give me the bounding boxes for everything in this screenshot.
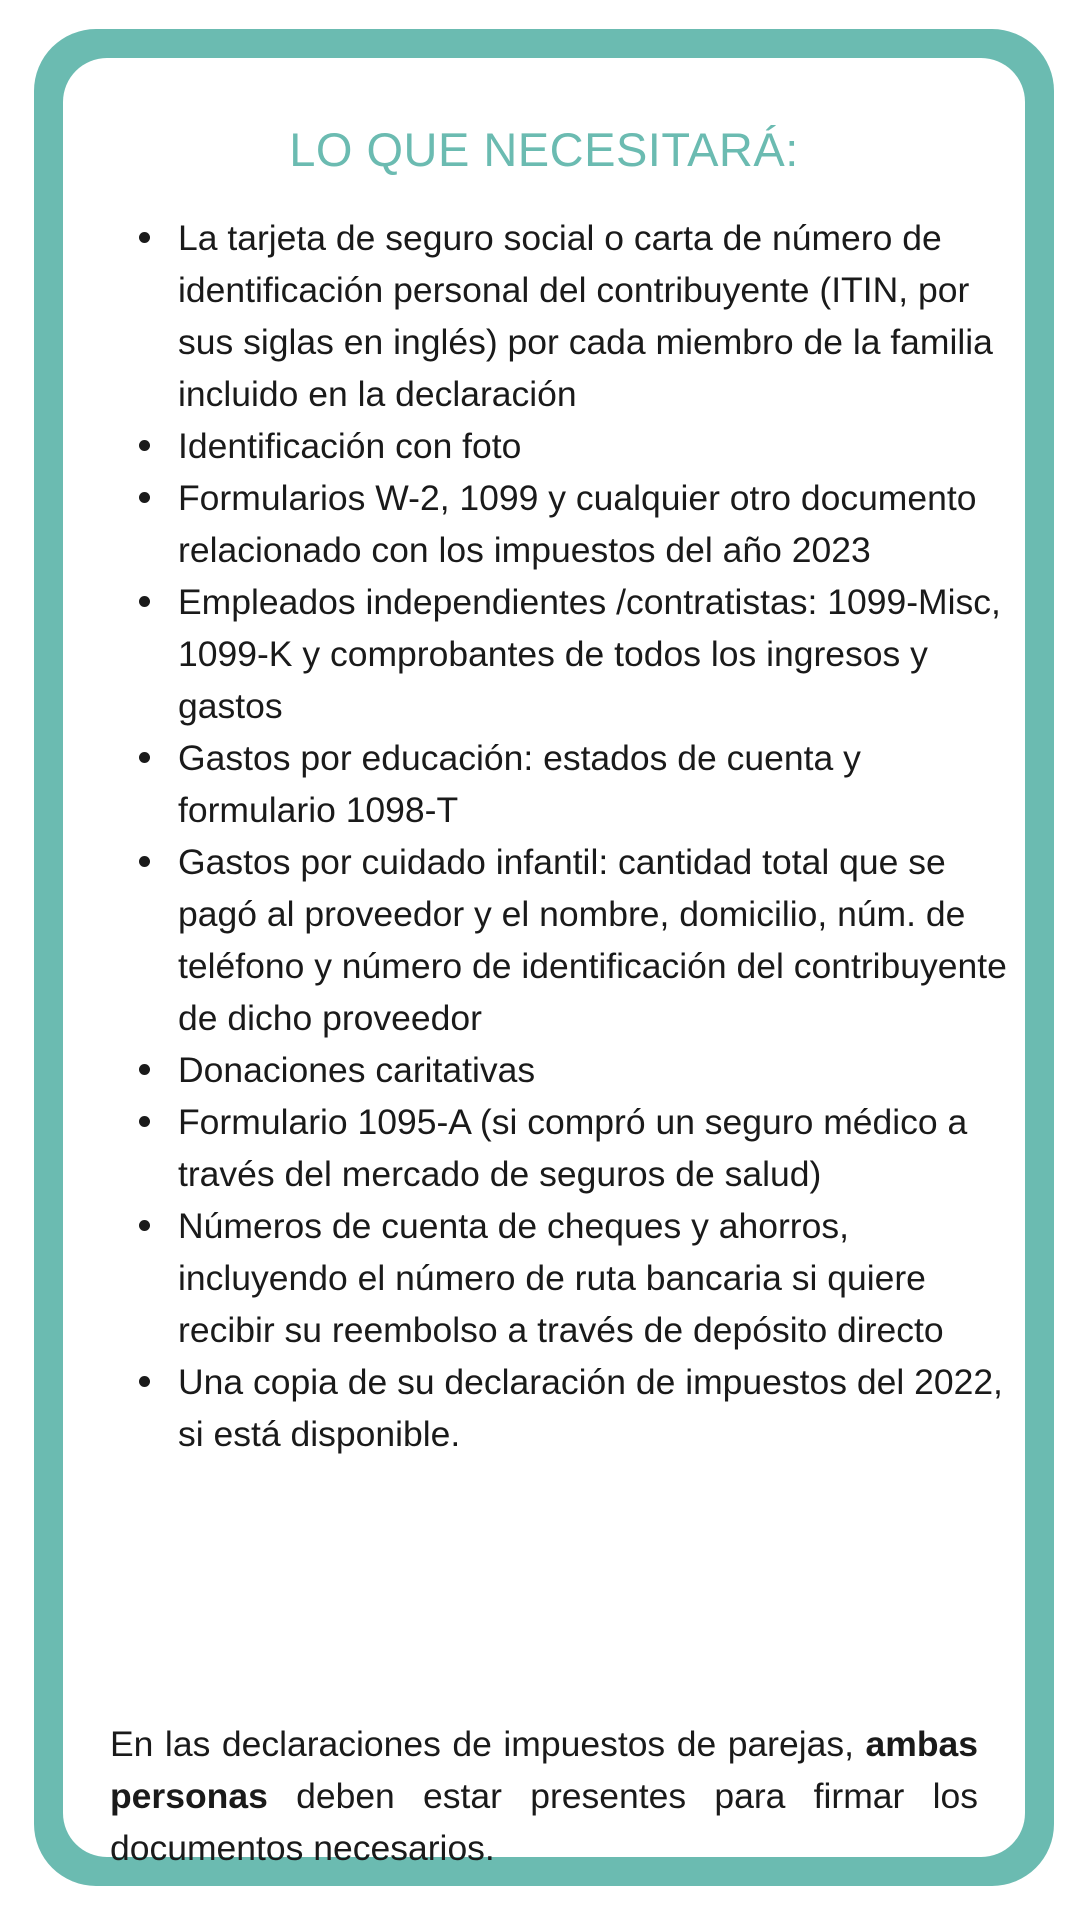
- list-item-text: Gastos por educación: estados de cuenta y formulario 1098-T: [178, 738, 861, 830]
- bullet-icon: [139, 1116, 150, 1127]
- bullet-icon: [139, 752, 150, 763]
- list-item: [145, 212, 1015, 420]
- bullet-icon: [139, 1220, 150, 1231]
- list-item-text: Donaciones caritativas: [178, 1050, 536, 1090]
- list-item-text: Números de cuenta de cheques y ahorros, incluyendo el número de ruta bancaria si quiere recibir su reembolso a través de depósito directo: [178, 1206, 944, 1350]
- list-item-text: Identificación con foto: [178, 426, 522, 466]
- list-item: [145, 1200, 1015, 1356]
- bullet-icon: [139, 1064, 150, 1075]
- list-item-text: Una copia de su declaración de impuestos del 2022, si está disponible.: [178, 1362, 1003, 1454]
- bullet-icon: [139, 1376, 150, 1387]
- list-item-text: Formulario 1095-A (si compró un seguro médico a través del mercado de seguros de salud): [178, 1102, 968, 1194]
- note-text-bold: ambas personas: [110, 1724, 978, 1816]
- bullet-icon: [139, 856, 150, 867]
- page-title: LO QUE NECESITARÁ:: [289, 123, 799, 176]
- list-item-text: Gastos por cuidado infantil: cantidad total que se pagó al proveedor y el nombre, domicilio, núm. de teléfono y número de identificación del contribuyente de dicho proveedor: [178, 842, 1007, 1038]
- note-text-before: En las declaraciones de impuestos de parejas,: [110, 1724, 866, 1764]
- list-item: [145, 472, 1015, 576]
- list-item: [145, 836, 1015, 1044]
- card-border: [34, 29, 1054, 1886]
- list-item: [145, 732, 1015, 836]
- list-item-text: Empleados independientes /contratistas: 1099-Misc, 1099-K y comprobantes de todos los ingresos y gastos: [178, 582, 1001, 726]
- list-item: [145, 576, 1015, 732]
- couples-note: [110, 1718, 978, 1874]
- note-text-after: deben estar presentes para firmar los documentos necesarios.: [110, 1776, 978, 1868]
- list-item-text: La tarjeta de seguro social o carta de número de identificación personal del contribuyente (ITIN, por sus siglas en inglés) por cada miembro de la familia incluido en la declaración: [178, 218, 993, 414]
- list-item: [145, 1044, 1015, 1096]
- bullet-icon: [139, 440, 150, 451]
- list-item: [145, 1356, 1015, 1460]
- requirements-list: [120, 212, 1015, 1460]
- bullet-icon: [139, 596, 150, 607]
- checklist-card: [63, 58, 1025, 1868]
- bullet-icon: [139, 492, 150, 503]
- list-item: [145, 420, 1015, 472]
- list-item-text: Formularios W-2, 1099 y cualquier otro documento relacionado con los impuestos del año 2023: [178, 478, 977, 570]
- list-item: [145, 1096, 1015, 1200]
- bullet-icon: [139, 232, 150, 243]
